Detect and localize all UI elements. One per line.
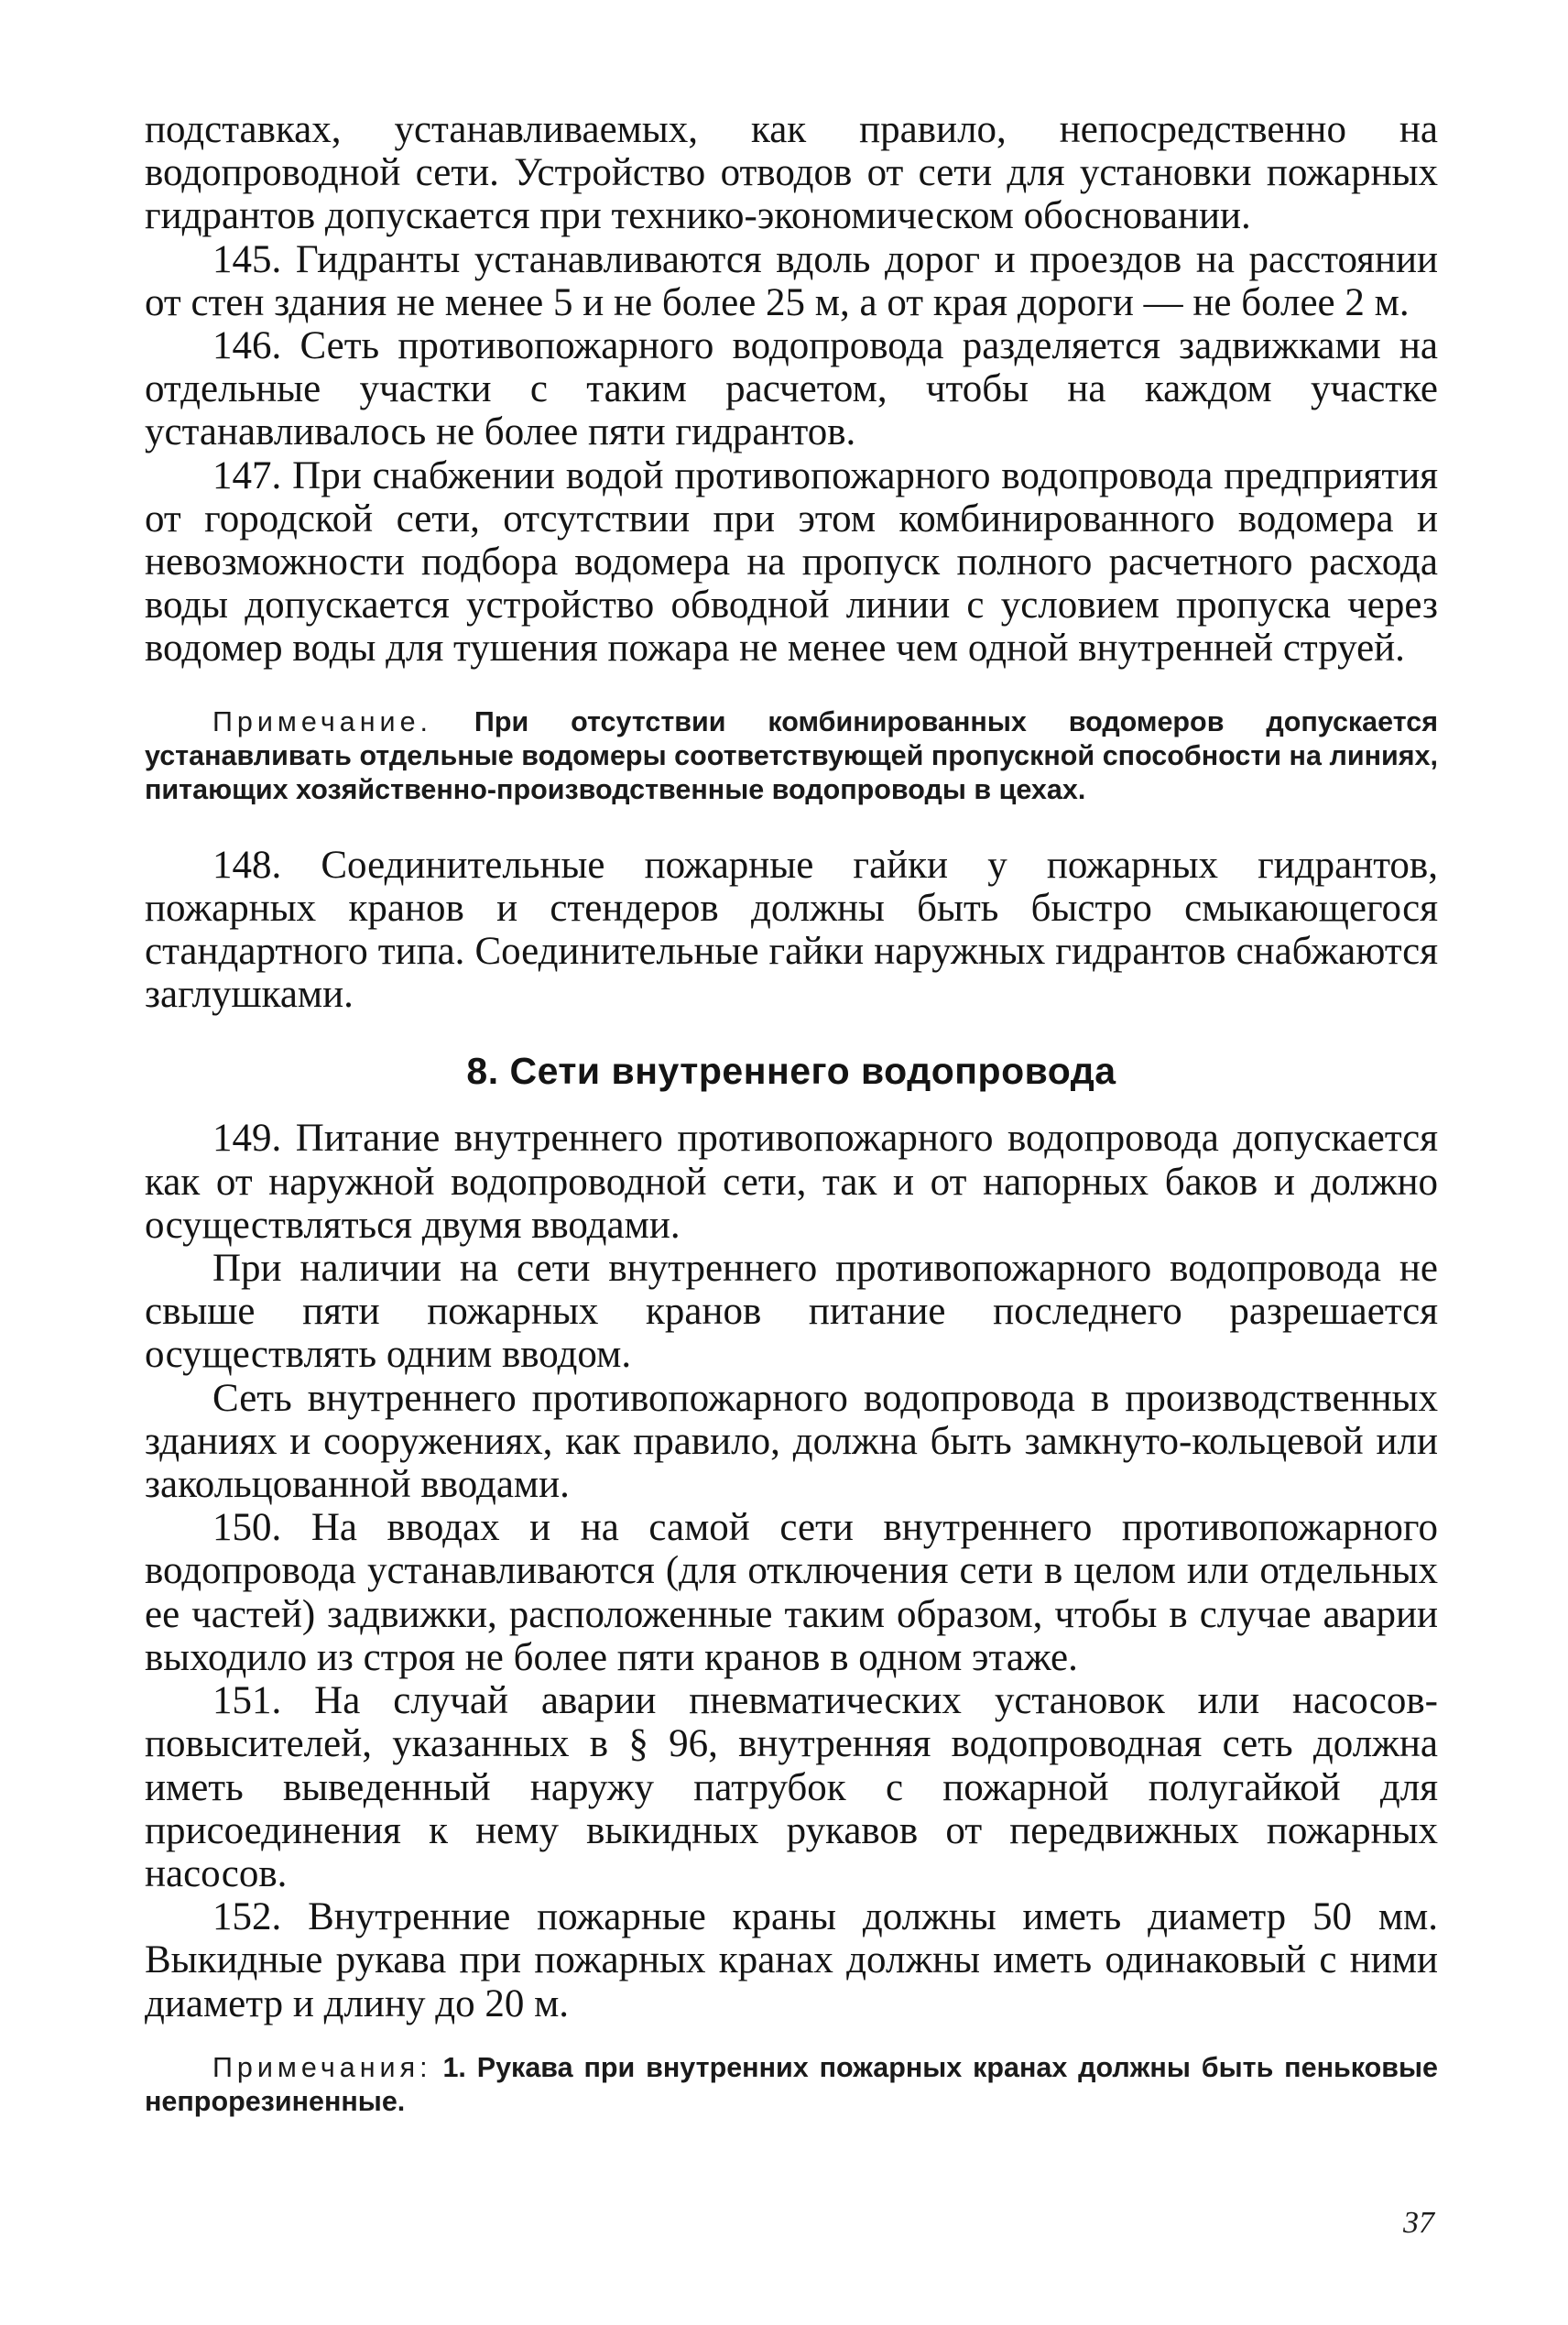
paragraph-148: 148. Соединительные пожарные гайки у пожарных гидрантов, пожарных кранов и стендеров должны быть быстро смыкающегося стандартного типа. Соединительные гайки наружных гидрантов снабжаются заглушками. [145, 843, 1438, 1017]
paragraph-149-third: Сеть внутреннего противопожарного водопровода в производственных зданиях и сооружениях, как правило, должна быть замкнуто-кольцевой или закольцованной вводами. [145, 1376, 1438, 1507]
note-text: При отсутствии комбинированных водомеров допускается устанавливать отдельные водомеры соответствующей пропускной способности на линиях, питающих хозяйственно-производственные водопроводы в цехах. [145, 705, 1438, 805]
note-lead: Примечание. [212, 705, 433, 737]
paragraph-149: 149. Питание внутреннего противопожарного водопровода допускается как от наружной водопроводной сети, так и от напорных баков и должно осуществляться двумя вводами. [145, 1117, 1438, 1247]
paragraph-continuation: подставках, устанавливаемых, как правило, непосредственно на водопроводной сети. Устройство отводов от сети для установки пожарных гидрантов допускается при технико-экономическом обосновании. [145, 108, 1438, 238]
section-heading: 8. Сети внутреннего водопровода [466, 1050, 1116, 1093]
note-147 [145, 705, 1438, 807]
note-152 [145, 2051, 1438, 2119]
paragraph-145: 145. Гидранты устанавливаются вдоль дорог и проездов на расстоянии от стен здания не менее 5 и не более 25 м, а от края дороги — не более 2 м. [145, 237, 1438, 324]
paragraph-146: 146. Сеть противопожарного водопровода разделяется задвижками на отдельные участки с таким расчетом, чтобы на каждом участке устанавливалось не более пяти гидрантов. [145, 324, 1438, 454]
paragraph-151: 151. На случай аварии пневматических установок или насосов-повысителей, указанных в § 96, внутренняя водопроводная сеть должна иметь выведенный наружу патрубок с пожарной полугайкой для присоединения к нему выкидных рукавов от передвижных пожарных насосов. [145, 1679, 1438, 1895]
paragraph-150: 150. На вводах и на самой сети внутреннего противопожарного водопровода устанавливаются (для отключения сети в целом или отдельных ее частей) задвижки, расположенные таким образом, чтобы в случае аварии выходило из строя не более пяти кранов в одном этаже. [145, 1506, 1438, 1679]
paragraph-147: 147. При снабжении водой противопожарного водопровода предприятия от городской сети, отсутствии при этом комбинированного водомера и невозможности подбора водомера на пропуск полного расчетного расхода воды допускается устройство обводной линии с условием пропуска через водомер воды для тушения пожара не менее чем одной внутренней струей. [145, 453, 1438, 671]
note-text: 1. Рукава при внутренних пожарных кранах должны быть пеньковые непрорезиненные. [145, 2051, 1438, 2117]
page-body [145, 108, 1438, 2119]
paragraph-152: 152. Внутренние пожарные краны должны иметь диаметр 50 мм. Выкидные рукава при пожарных кранах должны иметь одинаковый с ними диаметр и длину до 20 м. [145, 1895, 1438, 2025]
page-number: 37 [1403, 2206, 1434, 2240]
paragraph-149-second: При наличии на сети внутреннего противопожарного водопровода не свыше пяти пожарных кранов питание последнего разрешается осуществлять одним вводом. [145, 1247, 1438, 1377]
note-lead: Примечания: [212, 2051, 432, 2083]
